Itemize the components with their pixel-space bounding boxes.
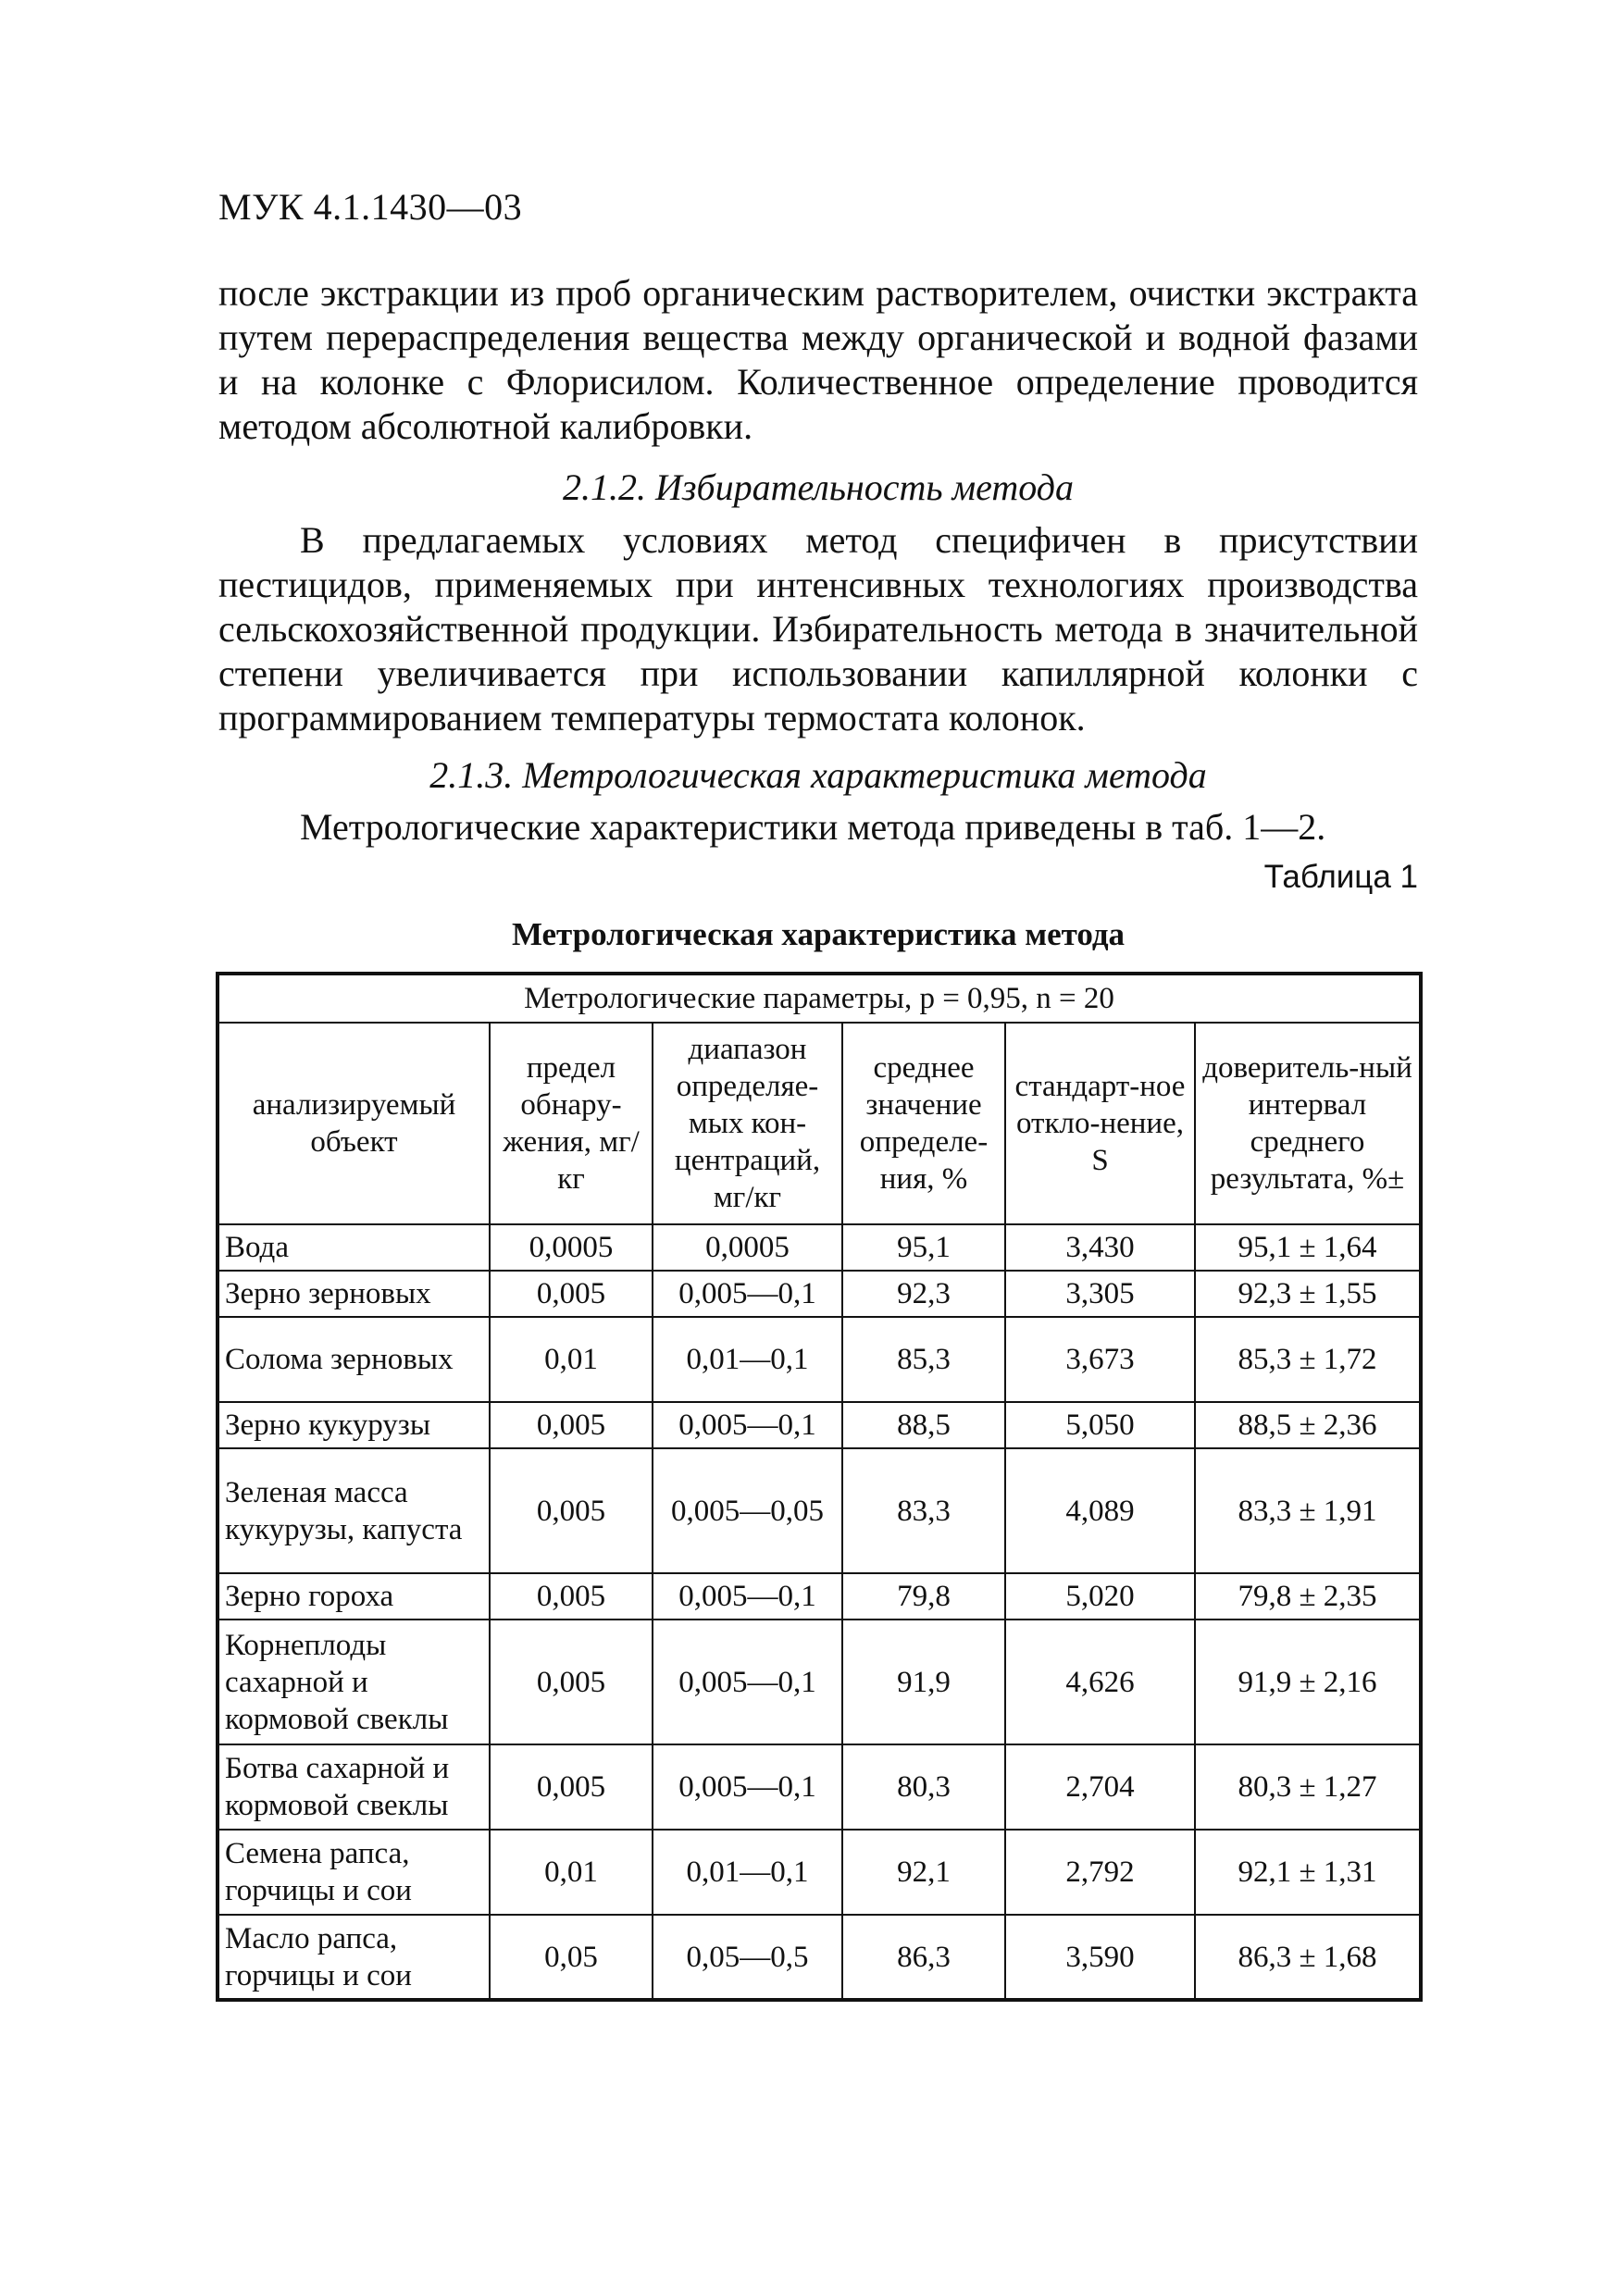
table-row [218,1271,1421,1317]
column-header-detection-limit: предел обнару-жения, мг/кг [490,1023,653,1224]
cell-std: 3,590 [1005,1915,1195,2000]
table-row [218,1448,1421,1573]
cell-object: Корнеплоды сахарной и кормовой свеклы [218,1620,490,1744]
cell-std: 4,626 [1005,1620,1195,1744]
cell-limit: 0,005 [490,1448,653,1573]
cell-mean: 95,1 [842,1224,1005,1271]
cell-range: 0,0005 [653,1224,842,1271]
cell-mean: 85,3 [842,1317,1005,1402]
table-label: Таблица 1 [1263,859,1418,895]
paragraph-selectivity: В предлагаемых условиях метод специфичен в присутствии пестицидов, применяемых при интенсивных технологиях производства сельскохозяйственной продукции. Избирательность метода в значительной степени увеличивается при использовании капиллярной колонки с программированием температуры термостата колонок. [218,519,1418,738]
cell-limit: 0,01 [490,1830,653,1915]
metrology-table [216,972,1423,2002]
cell-object: Зерно кукурузы [218,1402,490,1448]
table-row [218,1744,1421,1830]
cell-interval: 85,3 ± 1,72 [1195,1317,1421,1402]
cell-object: Вода [218,1224,490,1271]
span-header: Метрологические параметры, р = 0,95, n = 20 [218,974,1421,1023]
cell-range: 0,005—0,1 [653,1402,842,1448]
cell-std: 3,305 [1005,1271,1195,1317]
cell-std: 3,430 [1005,1224,1195,1271]
heading-selectivity: 2.1.2. Избирательность метода [563,466,1074,508]
cell-range: 0,005—0,1 [653,1573,842,1620]
cell-range: 0,05—0,5 [653,1915,842,2000]
column-header-interval: доверитель-ный интервал среднего результата, %± [1195,1023,1421,1224]
heading-metrology: 2.1.3. Метрологическая характеристика метода [429,754,1207,796]
table-row [218,1915,1421,2000]
cell-range: 0,005—0,1 [653,1271,842,1317]
table-row [218,1830,1421,1915]
cell-std: 5,020 [1005,1573,1195,1620]
cell-range: 0,005—0,1 [653,1744,842,1830]
cell-range: 0,005—0,1 [653,1620,842,1744]
cell-range: 0,01—0,1 [653,1317,842,1402]
table-span-header-row [218,974,1421,1023]
cell-std: 3,673 [1005,1317,1195,1402]
cell-std: 4,089 [1005,1448,1195,1573]
cell-limit: 0,005 [490,1744,653,1830]
cell-object: Зерно гороха [218,1573,490,1620]
cell-range: 0,01—0,1 [653,1830,842,1915]
cell-mean: 86,3 [842,1915,1005,2000]
column-header-range: диапазон определяе-мых кон-центраций, мг/кг [653,1023,842,1224]
cell-object: Зерно зерновых [218,1271,490,1317]
paragraph-metrology: Метрологические характеристики метода приведены в таб. 1—2. [300,806,1326,848]
table-row [218,1224,1421,1271]
table-title: Метрологическая характеристика метода [511,916,1126,952]
cell-mean: 92,3 [842,1271,1005,1317]
cell-limit: 0,0005 [490,1224,653,1271]
cell-interval: 86,3 ± 1,68 [1195,1915,1421,2000]
cell-limit: 0,05 [490,1915,653,2000]
table-row [218,1317,1421,1402]
cell-mean: 88,5 [842,1402,1005,1448]
cell-mean: 91,9 [842,1620,1005,1744]
table-row [218,1620,1421,1744]
cell-interval: 88,5 ± 2,36 [1195,1402,1421,1448]
cell-object: Масло рапса, горчицы и сои [218,1915,490,2000]
cell-interval: 92,1 ± 1,31 [1195,1830,1421,1915]
paragraph-extraction: после экстракции из проб органическим растворителем, очистки экстракта путем перераспределения вещества между органической и водной фазами и на колонке с Флорисилом. Количественное определение проводится методом абсолютной калибровки. [218,272,1418,447]
cell-interval: 92,3 ± 1,55 [1195,1271,1421,1317]
cell-mean: 80,3 [842,1744,1005,1830]
cell-mean: 79,8 [842,1573,1005,1620]
cell-std: 5,050 [1005,1402,1195,1448]
column-header-std: стандарт-ное откло-нение, S [1005,1023,1195,1224]
table-column-header-row [218,1023,1421,1224]
cell-limit: 0,005 [490,1402,653,1448]
cell-interval: 95,1 ± 1,64 [1195,1224,1421,1271]
cell-object: Ботва сахарной и кормовой свеклы [218,1744,490,1830]
cell-limit: 0,005 [490,1271,653,1317]
cell-interval: 79,8 ± 2,35 [1195,1573,1421,1620]
column-header-mean: среднее значение определе-ния, % [842,1023,1005,1224]
cell-interval: 83,3 ± 1,91 [1195,1448,1421,1573]
cell-limit: 0,01 [490,1317,653,1402]
cell-interval: 91,9 ± 2,16 [1195,1620,1421,1744]
cell-interval: 80,3 ± 1,27 [1195,1744,1421,1830]
cell-limit: 0,005 [490,1573,653,1620]
document-header: МУК 4.1.1430—03 [218,186,523,228]
cell-object: Семена рапса, горчицы и сои [218,1830,490,1915]
cell-limit: 0,005 [490,1620,653,1744]
cell-object: Солома зерновых [218,1317,490,1402]
column-header-object: анализируемый объект [218,1023,490,1224]
cell-object: Зеленая масса кукурузы, капуста [218,1448,490,1573]
table-row [218,1402,1421,1448]
cell-range: 0,005—0,05 [653,1448,842,1573]
cell-mean: 92,1 [842,1830,1005,1915]
cell-mean: 83,3 [842,1448,1005,1573]
cell-std: 2,792 [1005,1830,1195,1915]
table-row [218,1573,1421,1620]
cell-std: 2,704 [1005,1744,1195,1830]
